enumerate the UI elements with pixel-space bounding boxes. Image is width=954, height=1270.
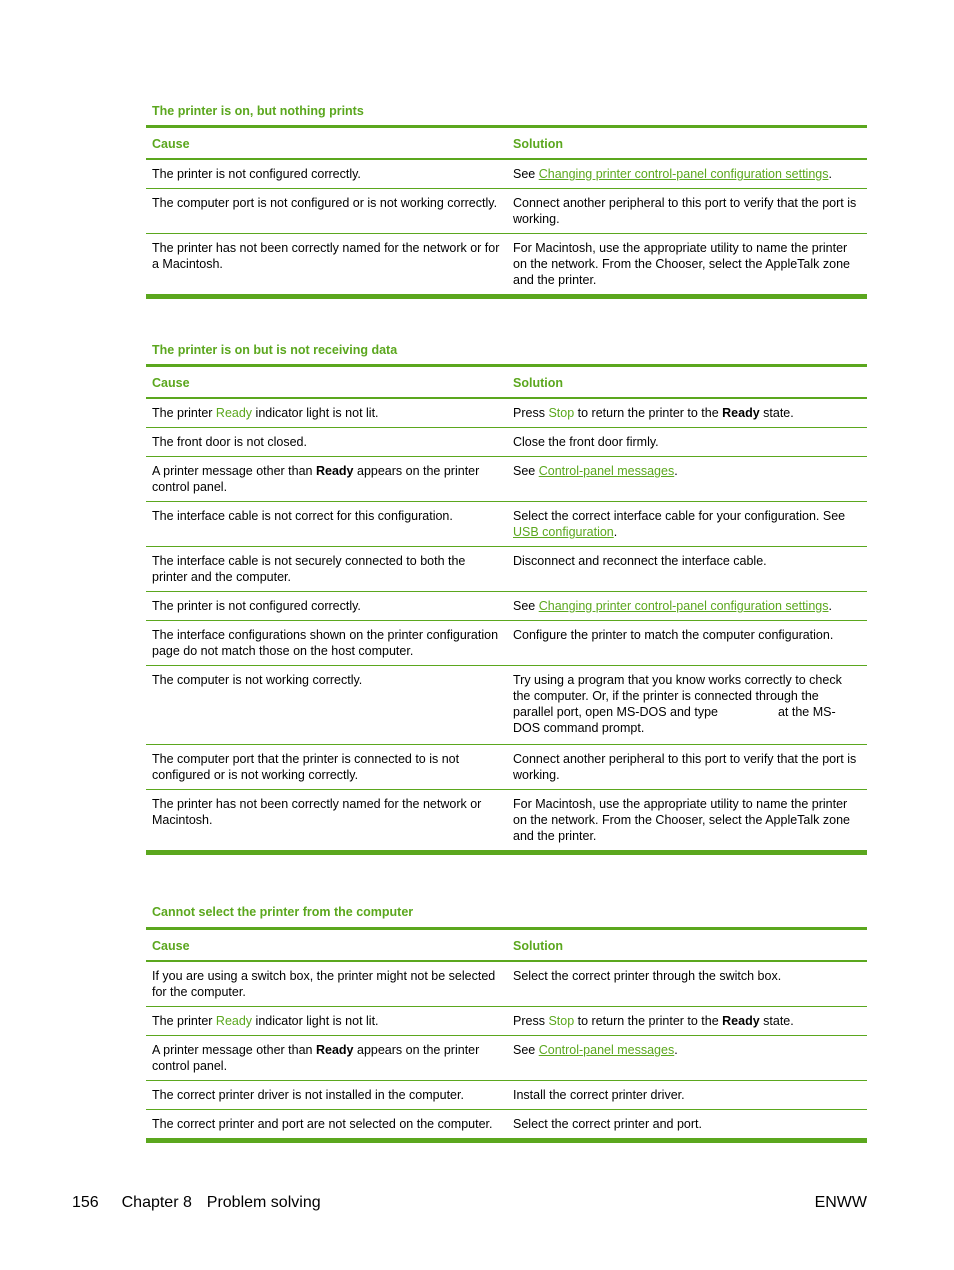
ready-light-term: Ready bbox=[215, 406, 253, 420]
control-panel-messages-link[interactable]: Control-panel messages bbox=[538, 1043, 675, 1057]
solution-header: Solution bbox=[513, 376, 563, 390]
solution-cell: Select the correct printer and port. bbox=[513, 1117, 702, 1131]
table-header-row bbox=[146, 929, 867, 962]
config-settings-link[interactable]: Changing printer control-panel configuration settings bbox=[538, 167, 829, 181]
section-not-receiving-data bbox=[146, 342, 867, 855]
table-row bbox=[146, 547, 867, 592]
table-row bbox=[146, 502, 867, 547]
table-row bbox=[146, 398, 867, 428]
table-row bbox=[146, 1081, 867, 1110]
solution-cell: See Control-panel messages. bbox=[513, 1043, 678, 1057]
table-row bbox=[146, 666, 867, 745]
solution-cell: Disconnect and reconnect the interface cable. bbox=[513, 554, 767, 568]
cause-cell: The interface configurations shown on the printer configuration page do not match those on the host computer. bbox=[152, 628, 499, 658]
section-title: Cannot select the printer from the computer bbox=[152, 905, 414, 919]
cause-cell: The printer Ready indicator light is not lit. bbox=[152, 406, 379, 420]
table-row bbox=[146, 1036, 867, 1081]
section-cannot-select-printer bbox=[146, 904, 867, 1143]
cause-cell: The printer Ready indicator light is not lit. bbox=[152, 1014, 379, 1028]
chapter-label: Chapter 8 bbox=[121, 1194, 192, 1211]
solution-cell: Try using a program that you know works correctly to check the computer. Or, if the printer is connected through the parallel port, open MS-DOS and type at the MS-DOS command prompt. bbox=[513, 673, 842, 735]
footer-right: ENWW bbox=[814, 1194, 867, 1211]
solution-cell: For Macintosh, use the appropriate utility to name the printer on the network. From the Chooser, select the AppleTalk zone and the printer. bbox=[513, 797, 850, 843]
cause-cell: The front door is not closed. bbox=[152, 435, 307, 449]
cause-cell: The correct printer and port are not selected on the computer. bbox=[152, 1117, 493, 1131]
solution-cell: Install the correct printer driver. bbox=[513, 1088, 685, 1102]
solution-header: Solution bbox=[513, 137, 563, 151]
cause-cell: If you are using a switch box, the printer might not be selected for the computer. bbox=[152, 969, 496, 999]
config-settings-link[interactable]: Changing printer control-panel configuration settings bbox=[538, 599, 829, 613]
cause-cell: A printer message other than Ready appears on the printer control panel. bbox=[152, 464, 480, 494]
cause-header: Cause bbox=[152, 939, 190, 953]
table-row bbox=[146, 428, 867, 457]
cause-cell: The interface cable is not correct for this configuration. bbox=[152, 509, 453, 523]
solution-header: Solution bbox=[513, 939, 563, 953]
table-row bbox=[146, 189, 867, 234]
section-title: The printer is on, but nothing prints bbox=[152, 104, 364, 118]
table-row bbox=[146, 234, 867, 297]
solution-cell: Close the front door firmly. bbox=[513, 435, 659, 449]
table-row bbox=[146, 592, 867, 621]
cause-header: Cause bbox=[152, 137, 190, 151]
cause-cell: The printer has not been correctly named for the network or for a Macintosh. bbox=[152, 241, 500, 271]
cause-cell: The printer has not been correctly named for the network or Macintosh. bbox=[152, 797, 482, 827]
cause-cell: The correct printer driver is not installed in the computer. bbox=[152, 1088, 464, 1102]
cause-cell: The printer is not configured correctly. bbox=[152, 167, 361, 181]
cause-cell: A printer message other than Ready appears on the printer control panel. bbox=[152, 1043, 480, 1073]
stop-button-term: Stop bbox=[548, 1014, 575, 1028]
solution-cell: Configure the printer to match the computer configuration. bbox=[513, 628, 834, 642]
table-row bbox=[146, 621, 867, 666]
solution-cell: Select the correct printer through the switch box. bbox=[513, 969, 782, 983]
cause-cell: The computer port that the printer is connected to is not configured or is not working correctly. bbox=[152, 752, 460, 782]
table-row bbox=[146, 790, 867, 853]
cause-cell: The interface cable is not securely connected to both the printer and the computer. bbox=[152, 554, 466, 584]
table-header-row bbox=[146, 366, 867, 399]
stop-button-term: Stop bbox=[548, 406, 575, 420]
solution-cell: Select the correct interface cable for your configuration. See USB configuration. bbox=[513, 509, 846, 539]
cause-cell: The printer is not configured correctly. bbox=[152, 599, 361, 613]
cause-header: Cause bbox=[152, 376, 190, 390]
solution-cell: See Changing printer control-panel configuration settings. bbox=[513, 599, 832, 613]
solution-cell: For Macintosh, use the appropriate utility to name the printer on the network. From the Chooser, select the AppleTalk zone and the printer. bbox=[513, 241, 850, 287]
chapter-title: Problem solving bbox=[206, 1194, 321, 1211]
table-row bbox=[146, 457, 867, 502]
solution-cell: See Control-panel messages. bbox=[513, 464, 678, 478]
table-row bbox=[146, 1110, 867, 1141]
table-header-row bbox=[146, 127, 867, 160]
ready-light-term: Ready bbox=[215, 1014, 253, 1028]
usb-configuration-link[interactable]: USB configuration bbox=[513, 525, 614, 539]
table-row bbox=[146, 159, 867, 189]
section-title: The printer is on but is not receiving data bbox=[152, 343, 398, 357]
troubleshooting-table bbox=[146, 927, 867, 1143]
table-row bbox=[146, 961, 867, 1007]
solution-cell: Press Stop to return the printer to the Ready state. bbox=[513, 406, 794, 420]
cause-cell: The computer is not working correctly. bbox=[152, 673, 363, 687]
troubleshooting-table bbox=[146, 364, 867, 855]
table-row bbox=[146, 745, 867, 790]
troubleshooting-table bbox=[146, 125, 867, 299]
footer-left bbox=[72, 1193, 321, 1213]
page-number: 156 bbox=[72, 1194, 99, 1211]
control-panel-messages-link[interactable]: Control-panel messages bbox=[538, 464, 675, 478]
solution-cell: Connect another peripheral to this port to verify that the port is working. bbox=[513, 752, 857, 782]
section-nothing-prints bbox=[146, 103, 867, 299]
cause-cell: The computer port is not configured or is not working correctly. bbox=[152, 196, 498, 210]
solution-cell: Connect another peripheral to this port to verify that the port is working. bbox=[513, 196, 857, 226]
table-row bbox=[146, 1007, 867, 1036]
solution-cell: See Changing printer control-panel configuration settings. bbox=[513, 167, 832, 181]
solution-cell: Press Stop to return the printer to the Ready state. bbox=[513, 1014, 794, 1028]
